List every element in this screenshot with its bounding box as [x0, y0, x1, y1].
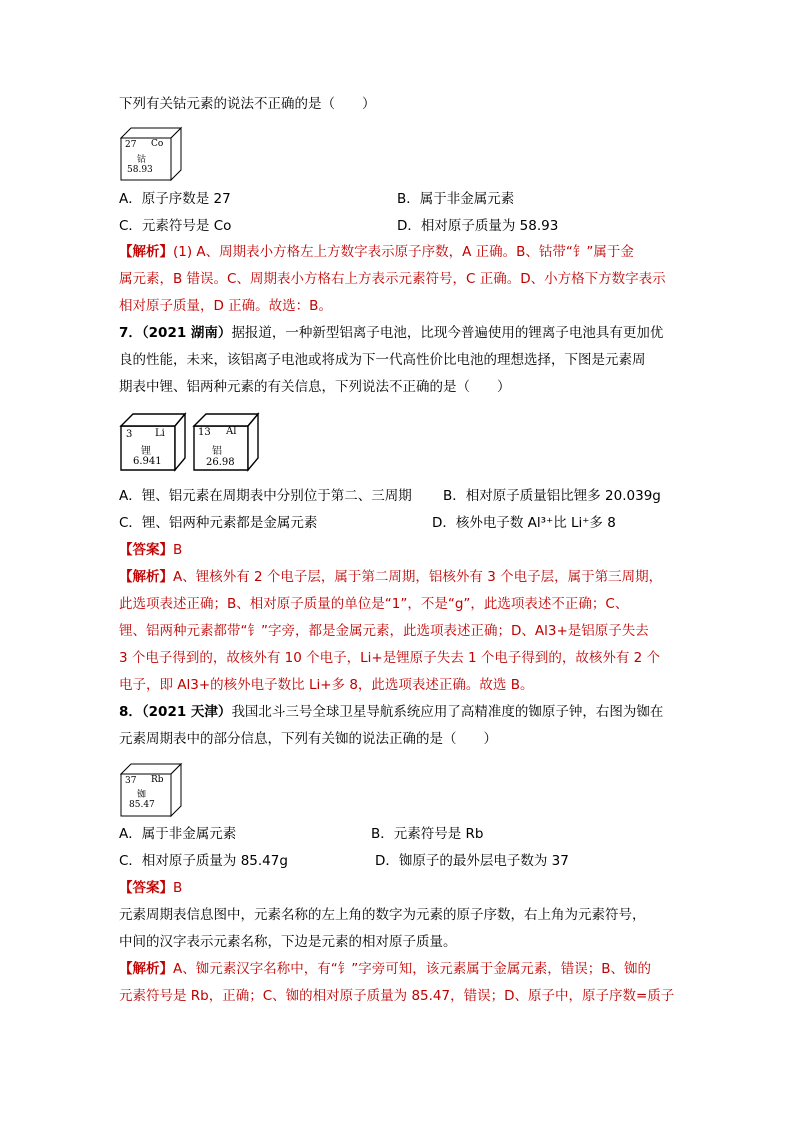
q7-stem-line-1: 7．（2021 湖南）据报道，一种新型铝离子电池，比现今普遍使用的锂离子电池具有更加优	[119, 325, 664, 341]
answer-tag: 【答案】	[119, 880, 173, 896]
q7-option-c: C．锂、铝两种元素都是金属元素	[119, 515, 318, 531]
q6-analysis-line-3: 相对原子质量，D 正确。故选：B。	[119, 298, 332, 314]
answer-value: B	[173, 542, 183, 558]
q7-analysis-line-3: 锂、铝两种元素都带“钅”字旁，都是金属元素，此选项表述正确；D、Al3+是铝原子失去	[119, 623, 649, 639]
q6-option-a: A．原子序数是 27	[119, 191, 231, 207]
atomic-mass: 26.98	[206, 457, 235, 468]
atomic-mass: 58.93	[127, 165, 153, 175]
q7-analysis-line-1: 【解析】A、锂核外有 2 个电子层，属于第二周期，铝核外有 3 个电子层，属于第三周期，	[119, 569, 663, 585]
q8-option-a: A．属于非金属元素	[119, 826, 237, 842]
q7-stem-line-2: 良的性能，未来，该铝离子电池或将成为下一代高性价比电池的理想选择，下图是元素周	[119, 352, 646, 368]
atomic-mass: 85.47	[129, 800, 155, 810]
atomic-number: 3	[126, 429, 133, 440]
analysis-tag: 【解析】	[119, 569, 173, 585]
q8-answer	[119, 878, 182, 898]
answer-tag: 【答案】	[119, 542, 173, 558]
element-symbol: Li	[155, 428, 165, 439]
element-name: 钴	[137, 155, 147, 165]
rubidium-element-cell	[119, 760, 183, 818]
q7-stem-line-3: 期表中锂、铝两种元素的有关信息，下列说法不正确的是（ ）	[119, 379, 511, 395]
element-symbol: Rb	[151, 775, 164, 785]
element-symbol: Co	[151, 139, 164, 149]
question-number: 7．	[119, 325, 142, 341]
q8-option-d: D．铷原子的最外层电子数为 37	[375, 853, 569, 869]
q8-stem-line-2: 元素周期表中的部分信息，下列有关铷的说法正确的是（ ）	[119, 731, 497, 747]
q8-stem-line-1: 8．（2021 天津）我国北斗三号全球卫星导航系统应用了高精准度的铷原子钟，右图为铷在	[119, 704, 664, 720]
q8-note-line-2: 中间的汉字表示元素名称，下边是元素的相对原子质量。	[119, 934, 457, 950]
q7-analysis-line-2: 此选项表述正确；B、相对原子质量的单位是“1”，不是“g”，此选项表述不正确；C、	[119, 596, 629, 612]
atomic-mass: 6.941	[133, 456, 162, 467]
q6-option-c: C．元素符号是 Co	[119, 218, 232, 234]
element-name: 铷	[137, 790, 147, 800]
analysis-tag: 【解析】	[119, 244, 173, 260]
q8-analysis-line-2: 元素符号是 Rb，正确；C、铷的相对原子质量为 85.47，错误；D、原子中，原子序数=质子	[119, 988, 675, 1004]
q8-option-b: B．元素符号是 Rb	[371, 826, 484, 842]
q7-option-b: B．相对原子质量铝比锂多 20.039g	[443, 488, 661, 504]
element-name: 锂	[141, 446, 151, 457]
q7-analysis-line-4: 3 个电子得到的，故核外有 10 个电子，Li+是锂原子失去 1 个电子得到的，故核外有 2 个	[119, 650, 661, 666]
answer-value: B	[173, 880, 183, 896]
atomic-number: 13	[198, 427, 211, 438]
atomic-number: 27	[125, 140, 137, 150]
q6-option-b: B．属于非金属元素	[397, 191, 515, 207]
q8-analysis-line-1: 【解析】A、铷元素汉字名称中，有“钅”字旁可知，该元素属于金属元素，错误；B、铷的	[119, 961, 651, 977]
q8-option-c: C．相对原子质量为 85.47g	[119, 853, 288, 869]
element-symbol: Al	[226, 426, 237, 437]
q7-answer	[119, 540, 182, 560]
question-source: （2021 天津）	[141, 704, 232, 720]
q7-option-a: A．锂、铝元素在周期表中分别位于第二、三周期	[119, 488, 412, 504]
analysis-tag: 【解析】	[119, 961, 173, 977]
q8-note-line-1: 元素周期表信息图中，元素名称的左上角的数字为元素的原子序数，右上角为元素符号，	[119, 907, 646, 923]
cobalt-element-cell	[119, 124, 183, 182]
q7-option-d: D．核外电子数 Al³⁺比 Li⁺多 8	[432, 515, 616, 531]
question-number: 8．	[119, 704, 142, 720]
element-name: 铝	[212, 446, 222, 457]
q6-analysis-line-1: 【解析】(1) A、周期表小方格左上方数字表示原子序数，A 正确。B、钴带“钅”属于金	[119, 244, 634, 260]
q7-analysis-line-5: 电子，即 Al3+的核外电子数比 Li+多 8，此选项表述正确。故选 B。	[119, 677, 534, 693]
aluminium-element-cell	[192, 410, 260, 472]
q6-option-d: D．相对原子质量为 58.93	[397, 218, 559, 234]
lithium-element-cell	[119, 410, 187, 472]
atomic-number: 37	[125, 776, 137, 786]
q6-analysis-line-2: 属元素，B 错误。C、周期表小方格右上方表示元素符号，C 正确。D、小方格下方数字表示	[119, 271, 666, 287]
question-source: （2021 湖南）	[141, 325, 232, 341]
q6-stem: 下列有关钴元素的说法不正确的是（ ）	[119, 96, 376, 112]
